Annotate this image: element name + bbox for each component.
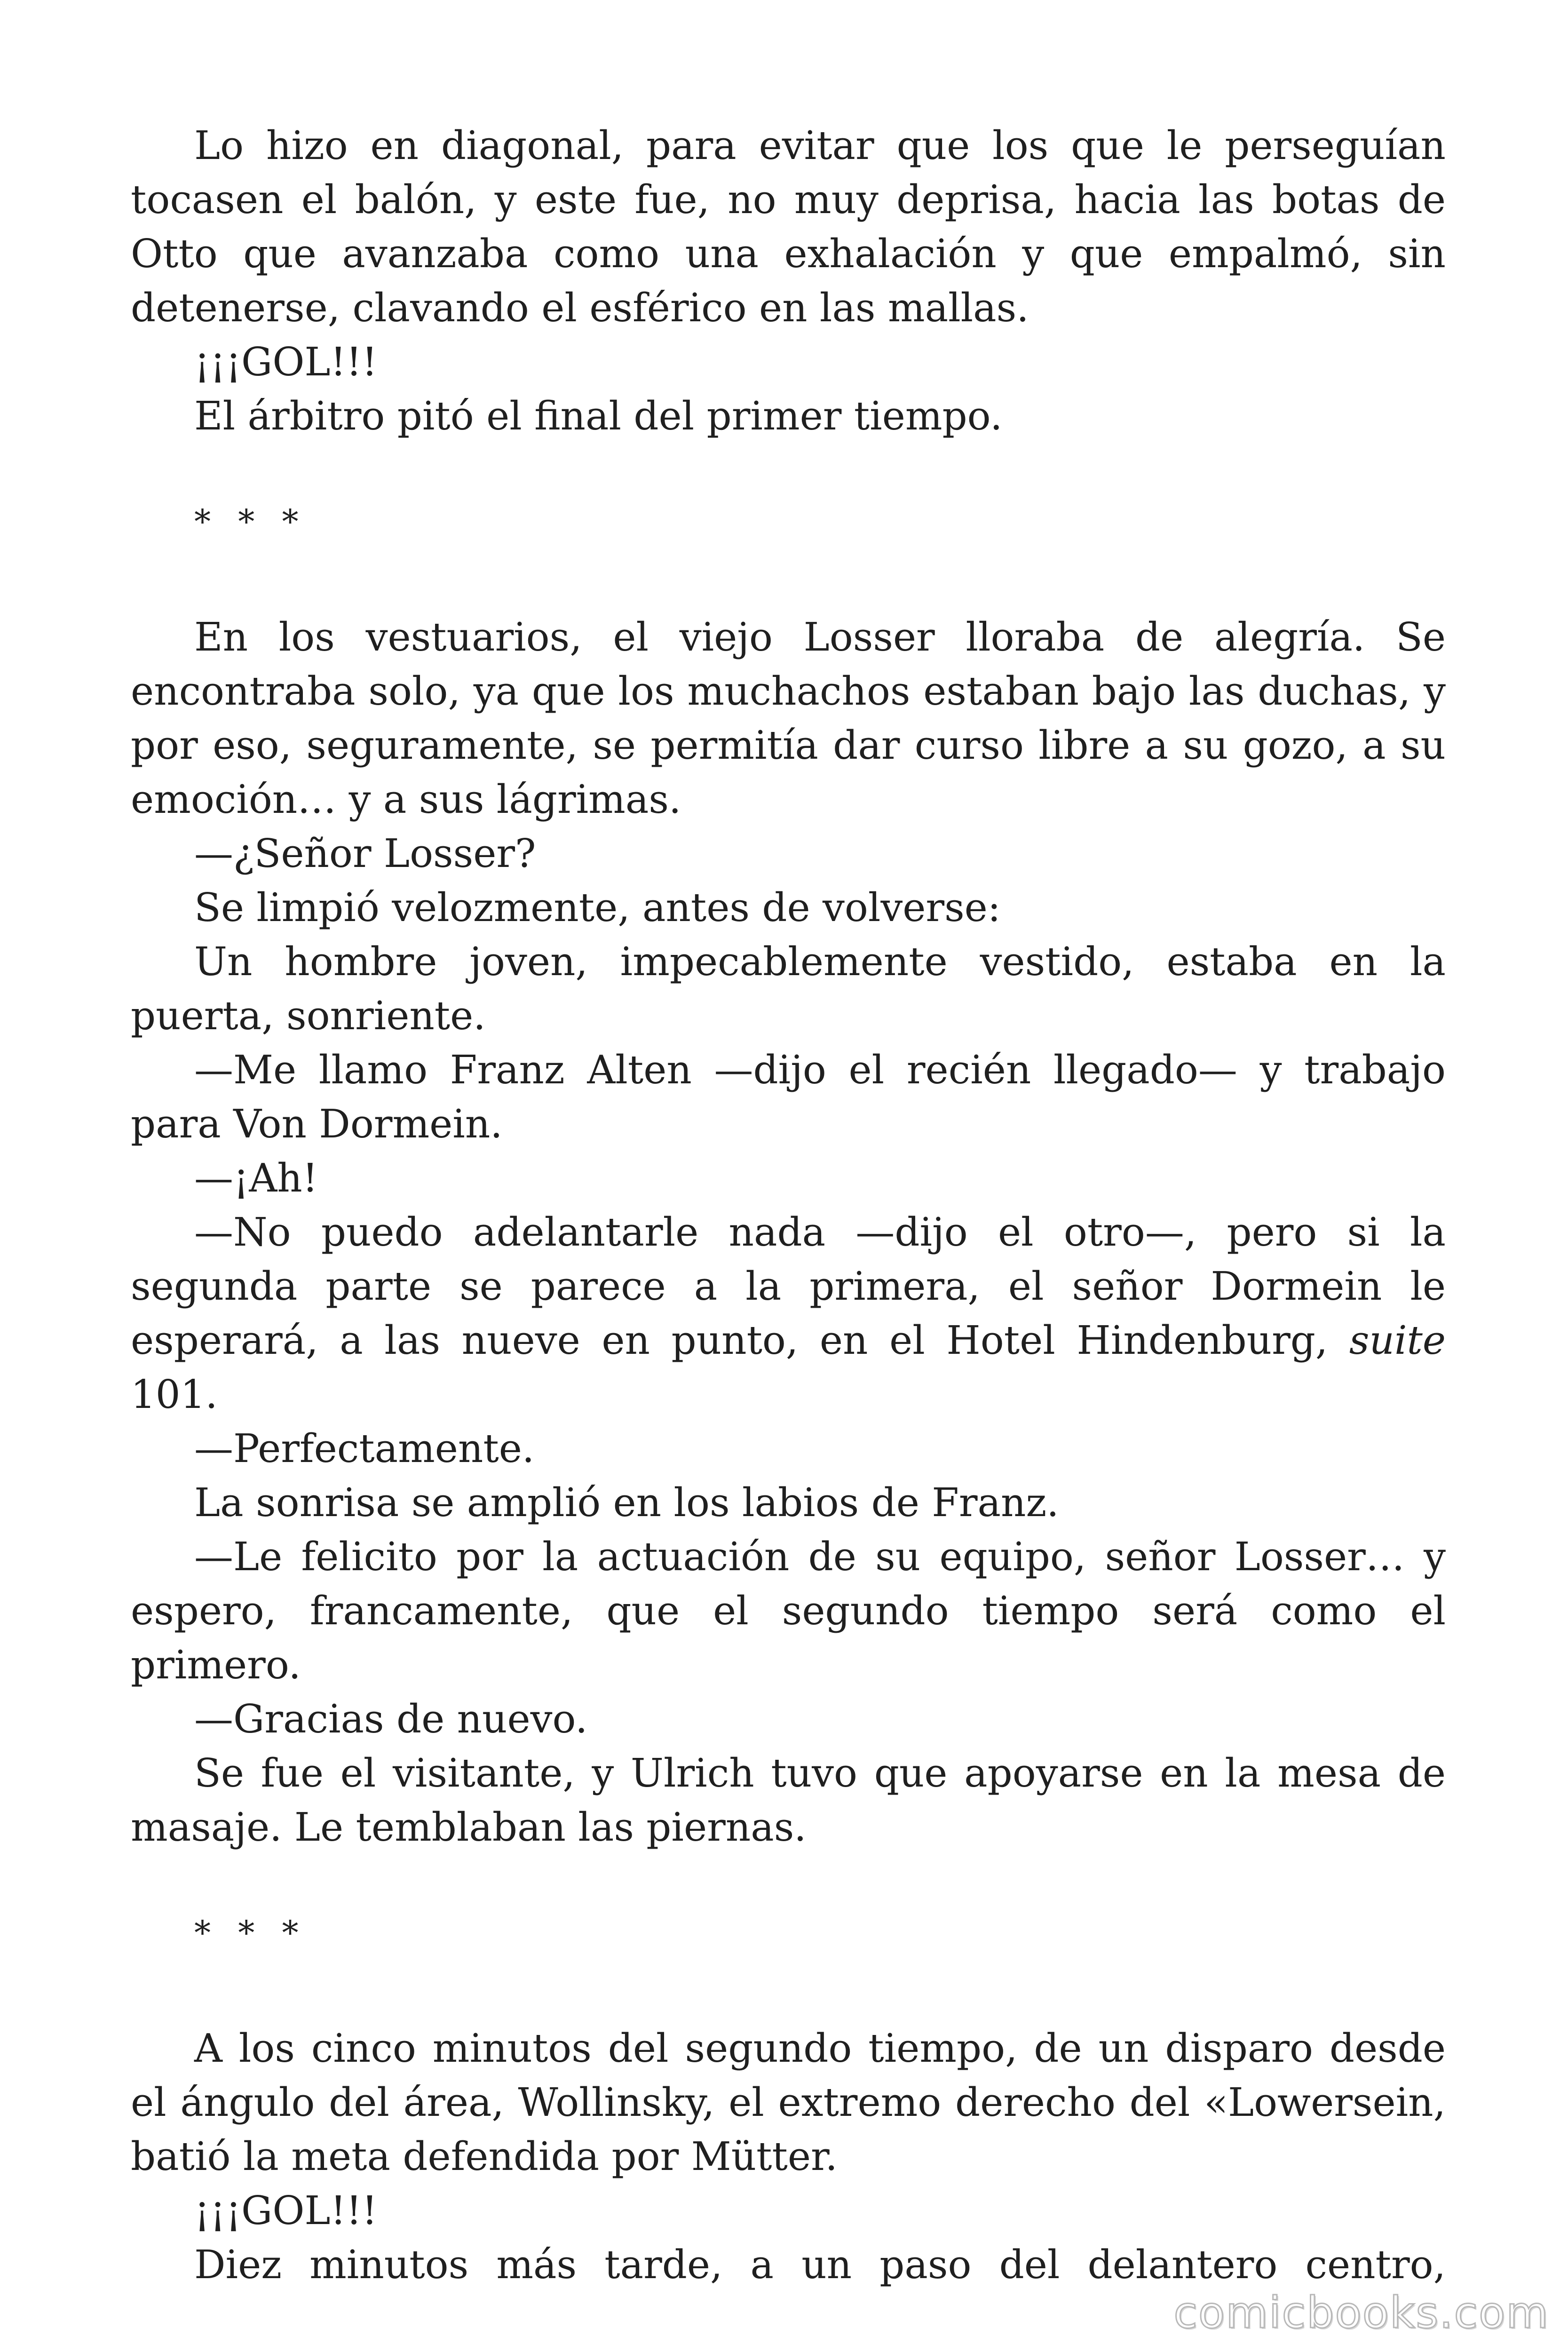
paragraph: Un hombre joven, impecablemente vestido, estaba en la puerta, sonriente. (131, 939, 1446, 1039)
paragraph: —Perfectamente. (194, 1426, 535, 1471)
paragraph: En los vestuarios, el viejo Losser lloraba de alegría. Se encontraba solo, ya que los muchachos estaban bajo las duchas, y por eso, seguramente, se permitía dar curso libre a su gozo, a su emoción… y a sus lágrimas. (131, 614, 1446, 822)
paragraph: —Le felicito por la actuación de su equipo, señor Losser… y espero, francamente, que el segundo tiempo será como el primero. (131, 1534, 1446, 1688)
text-run: —No puedo adelantarle nada —dijo el otro—, pero si la segunda parte se parece a la primera, el señor Dormein le esperará, a las nueve en punto, en el Hotel Hindenburg, (131, 1209, 1446, 1363)
paragraph: —Gracias de nuevo. (194, 1696, 588, 1742)
paragraph: —¿Señor Losser? (194, 831, 536, 876)
watermark: comicbooks.com (1173, 2288, 1549, 2338)
paragraph: El árbitro pitó el final del primer tiempo. (194, 393, 1003, 439)
paragraph: Se fue el visitante, y Ulrich tuvo que apoyarse en la mesa de masaje. Le temblaban las piernas. (131, 1750, 1446, 1850)
paragraph: A los cinco minutos del segundo tiempo, de un disparo desde el ángulo del área, Wollinsky, el extremo derecho del «Lowersein, batió la meta defendida por Mütter. (131, 2026, 1446, 2179)
paragraph: Diez minutos más tarde, a un paso del delantero centro, (194, 2242, 1446, 2288)
paragraph: Se limpió velozmente, antes de volverse: (194, 885, 1001, 930)
paragraph: —Me llamo Franz Alten —dijo el recién llegado— y trabajo para Von Dormein. (131, 1047, 1446, 1147)
paragraph: ¡¡¡GOL!!! (194, 2188, 378, 2233)
page-body (131, 119, 1446, 2292)
section-separator: * * * (194, 502, 307, 541)
paragraph-with-italic (131, 1205, 1446, 1422)
paragraph: ¡¡¡GOL!!! (194, 339, 378, 385)
paragraph: La sonrisa se amplió en los labios de Franz. (194, 1480, 1059, 1526)
paragraph: Lo hizo en diagonal, para evitar que los que le perseguían tocasen el balón, y este fue, no muy deprisa, hacia las botas de Otto que avanzaba como una exhalación y que empalmó, sin detenerse, clavando el esférico en las mallas. (131, 123, 1446, 331)
text-run: 101. (131, 1372, 218, 1417)
italic-word: suite (1349, 1318, 1446, 1363)
paragraph: —¡Ah! (194, 1155, 318, 1201)
section-separator: * * * (194, 1914, 307, 1952)
